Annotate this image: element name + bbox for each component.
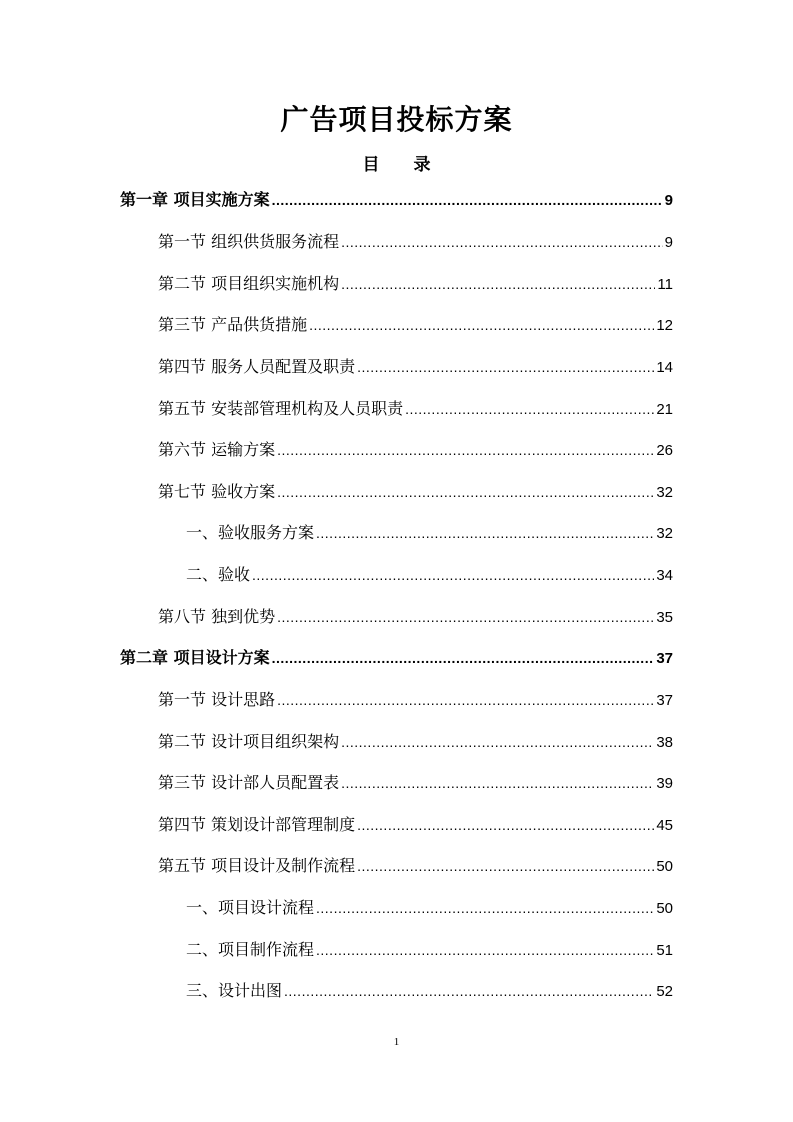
toc-entry-page: 21	[656, 401, 673, 418]
dot-leader	[357, 810, 654, 840]
dot-leader	[309, 310, 654, 340]
toc-entry[interactable]	[158, 685, 673, 715]
toc-entry[interactable]	[120, 185, 673, 215]
toc-entry[interactable]	[186, 518, 673, 548]
toc-entry-title: 第一章 项目实施方案	[120, 190, 270, 209]
toc-entry-page: 14	[656, 359, 673, 376]
document-title: 广告项目投标方案	[280, 103, 513, 136]
dot-leader	[405, 394, 654, 424]
toc-entry[interactable]	[186, 976, 673, 1006]
toc-entry-page: 37	[656, 692, 673, 709]
toc-entry-page: 9	[664, 234, 673, 251]
toc-entry-title: 第二章 项目设计方案	[120, 648, 270, 667]
toc-entry[interactable]	[158, 310, 673, 340]
toc-entry[interactable]	[158, 269, 673, 299]
dot-leader	[316, 893, 654, 923]
dot-leader	[277, 477, 654, 507]
toc-entry-page: 32	[656, 525, 673, 542]
toc-entry-page: 37	[656, 650, 673, 667]
dot-leader	[277, 685, 654, 715]
dot-leader	[341, 269, 655, 299]
toc-entry[interactable]	[158, 352, 673, 382]
dot-leader	[341, 227, 663, 257]
toc-entry-page: 39	[656, 775, 673, 792]
toc-entry-page: 51	[656, 942, 673, 959]
dot-leader	[272, 643, 655, 673]
toc-entry-title: 第四节 服务人员配置及职责	[158, 357, 356, 376]
toc-entry-title: 第三节 设计部人员配置表	[158, 773, 340, 792]
toc-entry[interactable]	[158, 435, 673, 465]
toc-entry[interactable]	[186, 935, 673, 965]
toc-entry-title: 第二节 设计项目组织架构	[158, 732, 340, 751]
toc-entry[interactable]	[120, 643, 673, 673]
toc-entry-title: 第五节 安装部管理机构及人员职责	[158, 399, 404, 418]
toc-entry-title: 第一节 组织供货服务流程	[158, 232, 340, 251]
toc-entry-title: 一、验收服务方案	[186, 523, 315, 542]
dot-leader	[316, 518, 654, 548]
toc-entry-title: 二、项目制作流程	[186, 940, 315, 959]
toc-entry-title: 第二节 项目组织实施机构	[158, 274, 340, 293]
toc-entry-title: 第六节 运输方案	[158, 440, 276, 459]
toc-entry-title: 一、项目设计流程	[186, 898, 315, 917]
toc-entry[interactable]	[186, 893, 673, 923]
toc-heading: 目 录	[362, 155, 445, 175]
toc-entry[interactable]	[158, 227, 673, 257]
toc-entry-page: 50	[656, 858, 673, 875]
dot-leader	[277, 602, 654, 632]
toc-entry[interactable]	[158, 851, 673, 881]
dot-leader	[341, 727, 654, 757]
toc-entry[interactable]	[186, 560, 673, 590]
toc-entry[interactable]	[158, 477, 673, 507]
toc-entry-page: 9	[664, 192, 673, 209]
toc-entry-title: 第四节 策划设计部管理制度	[158, 815, 356, 834]
toc-entry[interactable]	[158, 768, 673, 798]
toc-entry-page: 11	[657, 276, 673, 293]
dot-leader	[272, 185, 663, 215]
toc-entry-title: 第五节 项目设计及制作流程	[158, 856, 356, 875]
toc-entry-page: 52	[656, 983, 673, 1000]
toc-entry-page: 12	[656, 317, 673, 334]
dot-leader	[341, 768, 654, 798]
dot-leader	[284, 976, 654, 1006]
toc-entry-page: 26	[656, 442, 673, 459]
toc-entry-title: 第八节 独到优势	[158, 607, 276, 626]
toc-entry[interactable]	[158, 727, 673, 757]
toc-entry-page: 35	[656, 609, 673, 626]
toc-entry[interactable]	[158, 394, 673, 424]
dot-leader	[316, 935, 654, 965]
toc-entry-title: 三、设计出图	[186, 981, 283, 1000]
page-number: 1	[393, 1036, 400, 1048]
toc-entry-title: 第一节 设计思路	[158, 690, 276, 709]
toc-entry-page: 32	[656, 484, 673, 501]
toc-entry-title: 第七节 验收方案	[158, 482, 276, 501]
toc-entry[interactable]	[158, 810, 673, 840]
dot-leader	[252, 560, 654, 590]
toc-entry-page: 34	[656, 567, 673, 584]
dot-leader	[357, 851, 654, 881]
toc-entry-title: 第三节 产品供货措施	[158, 315, 308, 334]
toc-entry[interactable]	[158, 602, 673, 632]
toc-entry-page: 50	[656, 900, 673, 917]
toc-entry-title: 二、验收	[186, 565, 251, 584]
toc-entry-page: 38	[656, 734, 673, 751]
dot-leader	[277, 435, 654, 465]
toc-entry-page: 45	[656, 817, 673, 834]
dot-leader	[357, 352, 654, 382]
